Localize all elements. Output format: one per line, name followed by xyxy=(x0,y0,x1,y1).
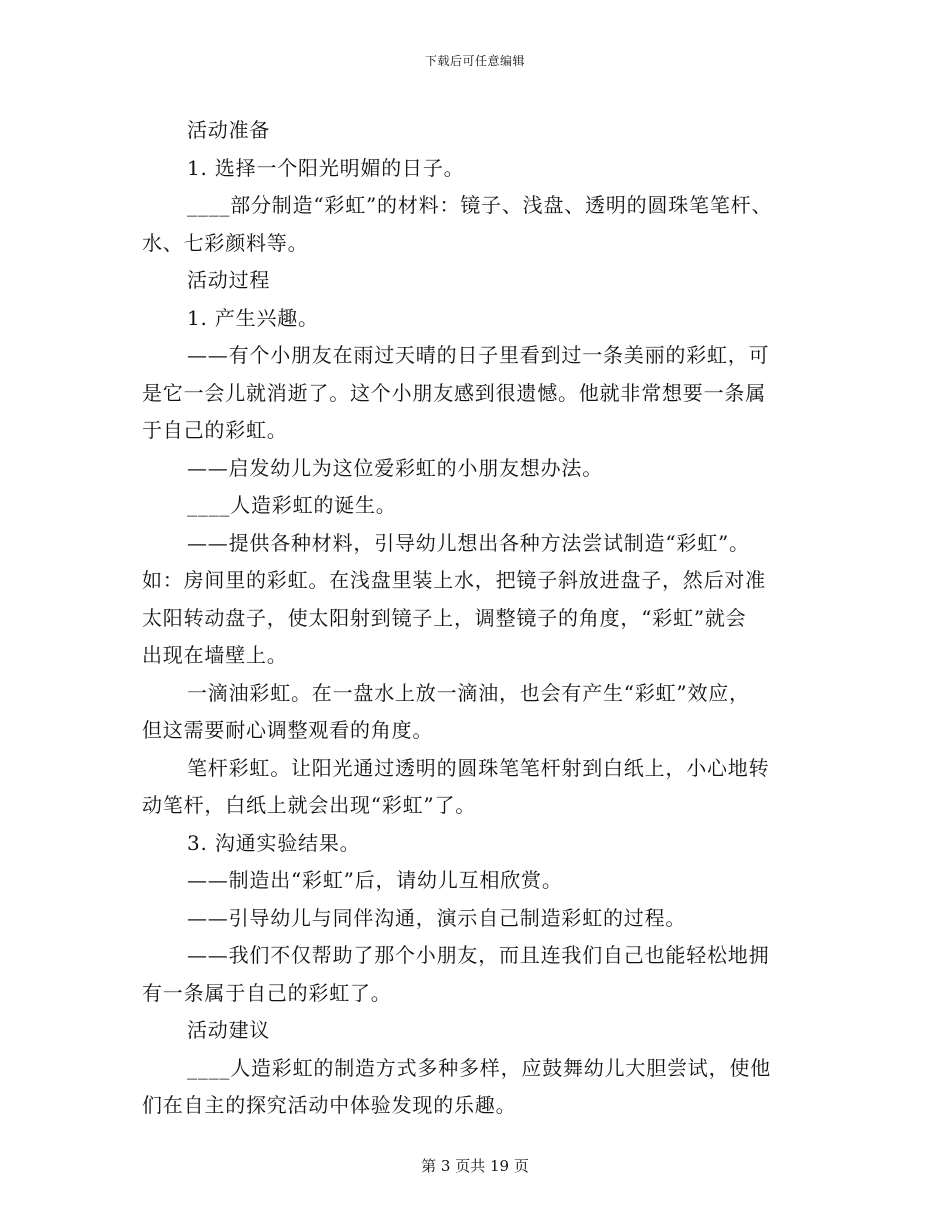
text-line: 笔杆彩虹。让阳光通过透明的圆珠笔笔杆射到白纸上，小心地转 xyxy=(187,755,770,780)
text-line: 活动建议 xyxy=(187,1018,271,1042)
text-line: 但这需要耐心调整观看的角度。 xyxy=(142,718,434,742)
text-line: 活动准备 xyxy=(187,118,271,142)
document-body xyxy=(142,112,822,1125)
text-line: 出现在墙壁上。 xyxy=(142,643,288,667)
text-line: 1. 产生兴趣。 xyxy=(187,305,319,330)
text-line: 活动过程 xyxy=(187,268,271,292)
text-line: 一滴油彩虹。在一盘水上放一滴油，也会有产生“彩虹”效应， xyxy=(187,680,750,705)
text-line: 1. 选择一个阳光明媚的日子。 xyxy=(187,155,465,180)
text-line: 水、七彩颜料等。 xyxy=(142,230,309,255)
text-line: ——有个小朋友在雨过天晴的日子里看到过一条美丽的彩虹，可 xyxy=(187,343,770,367)
page-footer: 第 3 页共 19 页 xyxy=(421,1157,529,1175)
page-header: 下载后可任意编辑 xyxy=(424,54,525,68)
text-line: ——启发幼儿为这位爱彩虹的小朋友想办法。 xyxy=(187,455,603,480)
text-line: ——提供各种材料，引导幼儿想出各种方法尝试制造“彩虹”。 xyxy=(187,530,750,555)
text-line: ——制造出“彩虹”后，请幼儿互相欣赏。 xyxy=(187,868,563,892)
text-line: 3. 沟通实验结果。 xyxy=(187,830,361,855)
text-line: ____人造彩虹的制造方式多种多样，应鼓舞幼儿大胆尝试，使他 xyxy=(187,1055,771,1080)
text-line: ____人造彩虹的诞生。 xyxy=(187,493,397,517)
text-line: ____部分制造“彩虹”的材料：镜子、浅盘、透明的圆珠笔笔杆、 xyxy=(187,193,773,217)
text-line: 是它一会儿就消逝了。这个小朋友感到很遗憾。他就非常想要一条属 xyxy=(142,380,766,405)
text-line: 们在自主的探究活动中体验发现的乐趣。 xyxy=(142,1093,517,1117)
text-line: 有一条属于自己的彩虹了。 xyxy=(142,980,392,1005)
text-line: 太阳转动盘子，使太阳射到镜子上，调整镜子的角度，“彩虹”就会 xyxy=(142,605,747,630)
text-line: 动笔杆，白纸上就会出现“彩虹”了。 xyxy=(142,793,477,817)
text-line: 于自己的彩虹。 xyxy=(142,418,288,442)
text-line: 如：房间里的彩虹。在浅盘里装上水，把镜子斜放进盘子，然后对准 xyxy=(142,568,766,592)
text-line: ——我们不仅帮助了那个小朋友，而且连我们自己也能轻松地拥 xyxy=(187,943,770,967)
text-line: ——引导幼儿与同伴沟通，演示自己制造彩虹的过程。 xyxy=(187,905,687,930)
